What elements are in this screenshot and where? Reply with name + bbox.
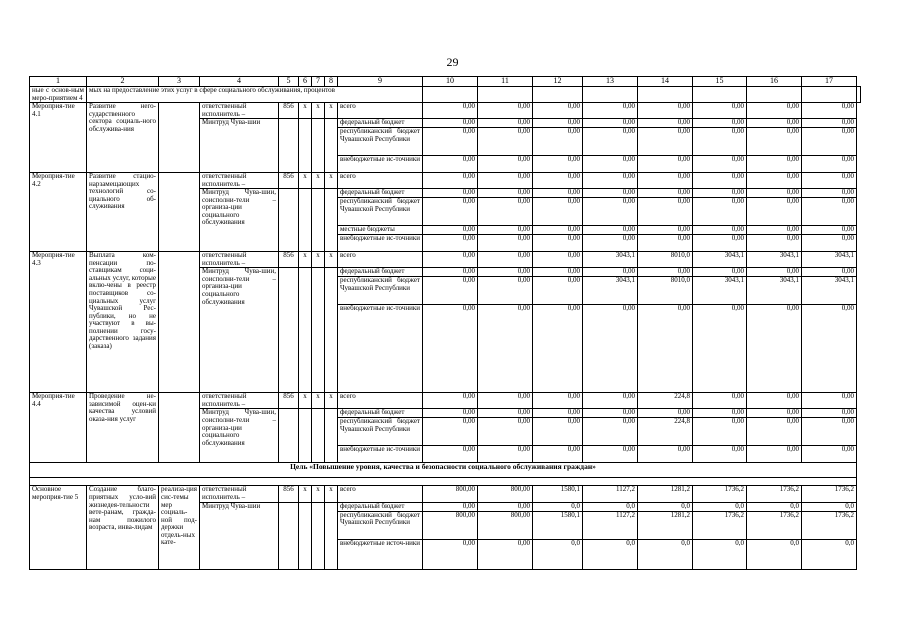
executor-ministry: Минтруд Чува-шии: [200, 502, 279, 569]
data-row: [30, 173, 861, 189]
amount-cell: 0,00: [533, 103, 583, 119]
amount-cell: 0,00: [478, 119, 533, 128]
amount-cell: 1281,2: [638, 511, 693, 539]
amount-cell: 3043,1: [802, 277, 857, 305]
amount-cell: 0,00: [693, 119, 747, 128]
om5-name: Создание благо-приятных усло-вий жизнедея-тельности вете-ранам, гражда-нам пожилого возраста, инва-лидам: [87, 486, 159, 569]
amount-cell: 0,00: [478, 502, 533, 511]
page-number: 29: [446, 55, 459, 69]
amount-cell: 0,00: [423, 128, 478, 156]
amount-cell: 8010,0: [638, 277, 693, 305]
funding-source: всего: [338, 486, 423, 502]
goal-title: Цель «Повышение уровня, качества и безопасности социального обслуживания граждан»: [30, 463, 857, 478]
amount-cell: 0,00: [478, 173, 533, 189]
amount-cell: 0,00: [747, 393, 802, 409]
amount-cell: 0,00: [423, 252, 478, 268]
amount-cell: 0,00: [693, 156, 747, 173]
m42-col3: [159, 173, 200, 252]
amount-cell: 0,00: [478, 226, 533, 235]
amount-cell: 0,00: [423, 409, 478, 418]
data-row: [30, 103, 861, 119]
amount-cell: 0,00: [583, 156, 638, 173]
data-row: [30, 252, 861, 268]
funding-source: внебюджетные ис-точники: [338, 305, 423, 393]
amount-cell: 0,00: [693, 128, 747, 156]
header-col-8: 8: [325, 77, 338, 87]
amount-cell: 0,00: [583, 446, 638, 463]
header-col-4: 4: [200, 77, 279, 87]
amount-cell: 0,00: [533, 226, 583, 235]
x-mark: x: [325, 486, 338, 502]
amount-cell: 224,8: [638, 418, 693, 446]
amount-cell: 0,00: [533, 173, 583, 189]
x-mark: x: [299, 486, 312, 502]
funding-source: федеральный бюджет: [338, 119, 423, 128]
funding-source: федеральный бюджет: [338, 189, 423, 198]
amount-cell: 0,00: [802, 409, 857, 418]
amount-cell: 0,00: [747, 268, 802, 277]
amount-cell: 0,00: [478, 539, 533, 569]
amount-cell: 0,00: [638, 235, 693, 252]
amount-cell: 0,00: [693, 409, 747, 418]
x-mark: x: [312, 252, 325, 268]
amount-cell: 0,00: [747, 446, 802, 463]
funding-source: внебюджетные источ-ники: [338, 539, 423, 569]
x-mark: x: [325, 103, 338, 119]
amount-cell: 0,00: [423, 418, 478, 446]
amount-cell: 0,00: [583, 226, 638, 235]
amount-cell: 0,00: [747, 235, 802, 252]
x-mark: x: [312, 393, 325, 409]
data-row: [30, 486, 861, 502]
amount-cell: 0,0: [693, 502, 747, 511]
amount-cell: 0,0: [638, 502, 693, 511]
spacer-row: [30, 478, 861, 486]
amount-cell: 0,00: [802, 226, 857, 235]
amount-cell: 0,00: [638, 305, 693, 393]
amount-cell: 0,00: [423, 502, 478, 511]
m41-id: Мероприя-тие 4.1: [30, 103, 87, 173]
x-mark: x: [312, 486, 325, 502]
amount-cell: 0,00: [423, 268, 478, 277]
funding-source: внебюджетные ис-точники: [338, 446, 423, 463]
executor-ministry: Минтруд Чува-шии, соисполни-тели – организа-ции социального обслуживания: [200, 409, 279, 463]
om5-id: Основное мероприя-тие 5: [30, 486, 87, 569]
funding-source: федеральный бюджет: [338, 502, 423, 511]
amount-cell: 0,00: [638, 156, 693, 173]
header-col-16: 16: [747, 77, 802, 87]
amount-cell: 0,00: [638, 128, 693, 156]
funding-source: республиканский бюджет Чувашской Республики: [338, 511, 423, 539]
m44-col3: [159, 393, 200, 463]
x-mark: x: [299, 252, 312, 268]
amount-cell: 0,00: [583, 119, 638, 128]
amount-cell: 0,00: [583, 198, 638, 226]
om5-col3: реализа-ция сис-темы мер социаль-ной под-держки отдель-ных кате-: [159, 486, 200, 569]
amount-cell: 0,00: [802, 418, 857, 446]
header-row: [30, 77, 861, 87]
amount-cell: 0,0: [638, 539, 693, 569]
amount-cell: 0,0: [583, 502, 638, 511]
amount-cell: 0,00: [583, 418, 638, 446]
header-col-15: 15: [693, 77, 747, 87]
amount-cell: 0,00: [747, 305, 802, 393]
amount-cell: 0,00: [533, 189, 583, 198]
header-col-2: 2: [87, 77, 159, 87]
funding-source: республиканский бюджет Чувашской Республики: [338, 418, 423, 446]
x-mark: x: [325, 252, 338, 268]
funding-source: всего: [338, 252, 423, 268]
amount-cell: 0,00: [693, 393, 747, 409]
amount-cell: 1127,2: [583, 486, 638, 502]
executor-role: ответственный исполнитель –: [200, 486, 279, 502]
amount-cell: 1736,2: [747, 511, 802, 539]
amount-cell: 0,00: [533, 409, 583, 418]
m42-name: Развитие стацио-нарзамещающих технологий со-циального об-служивания: [87, 173, 159, 252]
m41-name: Развитие него-сударственного сектора социаль-ного обслужива-ния: [87, 103, 159, 173]
executor-role: ответственный исполнитель –: [200, 393, 279, 409]
amount-cell: 0,00: [802, 103, 857, 119]
amount-cell: 3043,1: [747, 277, 802, 305]
amount-cell: 0,00: [533, 252, 583, 268]
grbs-code: 856: [279, 252, 299, 268]
amount-cell: 0,00: [478, 446, 533, 463]
executor-role: ответственный исполнитель –: [200, 103, 279, 119]
executor-ministry: Минтруд Чува-шии: [200, 119, 279, 173]
amount-cell: 0,00: [747, 189, 802, 198]
amount-cell: 0,00: [533, 277, 583, 305]
header-col-13: 13: [583, 77, 638, 87]
m44-name: Проведение не-зависимой оцен-ки качества условий оказа-ния услуг: [87, 393, 159, 463]
header-col-11: 11: [478, 77, 533, 87]
m43-col3: [159, 252, 200, 393]
m42-id: Мероприя-тие 4.2: [30, 173, 87, 252]
amount-cell: 0,00: [423, 235, 478, 252]
amount-cell: 0,00: [533, 128, 583, 156]
amount-cell: 0,0: [533, 502, 583, 511]
executor-role: ответственный исполнитель –: [200, 252, 279, 268]
amount-cell: 0,00: [638, 189, 693, 198]
funding-source: внебюджетные ис-точники: [338, 156, 423, 173]
x-mark: x: [325, 393, 338, 409]
amount-cell: 0,00: [583, 393, 638, 409]
amount-cell: 0,00: [583, 103, 638, 119]
amount-cell: 0,00: [423, 226, 478, 235]
amount-cell: 0,00: [423, 305, 478, 393]
grbs-code: 856: [279, 173, 299, 189]
grbs-code: 856: [279, 393, 299, 409]
amount-cell: 0,00: [638, 268, 693, 277]
amount-cell: 0,00: [693, 189, 747, 198]
amount-cell: 224,8: [638, 393, 693, 409]
amount-cell: 0,00: [802, 189, 857, 198]
header-col-1: 1: [30, 77, 87, 87]
amount-cell: 0,00: [423, 189, 478, 198]
amount-cell: 0,00: [478, 252, 533, 268]
amount-cell: 0,00: [747, 226, 802, 235]
amount-cell: 0,00: [693, 305, 747, 393]
amount-cell: 0,00: [638, 446, 693, 463]
amount-cell: 1127,2: [583, 511, 638, 539]
amount-cell: 1736,2: [802, 486, 857, 502]
amount-cell: 0,0: [747, 502, 802, 511]
amount-cell: 0,00: [802, 128, 857, 156]
amount-cell: 0,00: [478, 189, 533, 198]
amount-cell: 1736,2: [693, 511, 747, 539]
funding-source: республиканский бюджет Чувашской Республики: [338, 277, 423, 305]
funding-source: всего: [338, 393, 423, 409]
amount-cell: 0,00: [638, 119, 693, 128]
amount-cell: 0,00: [533, 156, 583, 173]
amount-cell: 0,00: [638, 198, 693, 226]
amount-cell: 800,00: [478, 486, 533, 502]
continuation-col2: мых на предоставление этих услуг в сфере социального обслуживания, процентов: [87, 87, 423, 103]
amount-cell: 0,00: [802, 268, 857, 277]
amount-cell: 1736,2: [802, 511, 857, 539]
amount-cell: 0,00: [747, 156, 802, 173]
x-mark: x: [299, 393, 312, 409]
amount-cell: 0,00: [478, 198, 533, 226]
amount-cell: 0,00: [693, 226, 747, 235]
amount-cell: 0,00: [638, 409, 693, 418]
amount-cell: 0,00: [423, 198, 478, 226]
m43-id: Мероприя-тие 4.3: [30, 252, 87, 393]
budget-table: [29, 76, 861, 570]
amount-cell: 0,00: [533, 198, 583, 226]
amount-cell: 8010,0: [638, 252, 693, 268]
amount-cell: 0,00: [583, 268, 638, 277]
amount-cell: 0,00: [802, 119, 857, 128]
amount-cell: 3043,1: [583, 277, 638, 305]
amount-cell: 0,00: [693, 268, 747, 277]
grbs-code: 856: [279, 486, 299, 502]
amount-cell: 0,00: [747, 198, 802, 226]
amount-cell: 0,00: [533, 305, 583, 393]
amount-cell: 0,00: [423, 173, 478, 189]
amount-cell: 0,00: [478, 409, 533, 418]
amount-cell: 0,00: [693, 418, 747, 446]
amount-cell: 1736,2: [693, 486, 747, 502]
funding-source: всего: [338, 173, 423, 189]
amount-cell: 0,00: [533, 268, 583, 277]
amount-cell: 1580,1: [533, 511, 583, 539]
amount-cell: 0,00: [802, 156, 857, 173]
m43-name: Выплата ком-пенсации по-ставщикам соци-альных услуг, которые вклю-чены в реестр поставщиков со-циальных услуг Чувашской Рес-публики, но не участвуют в вы-полнении госу-дарственного задания (заказа): [87, 252, 159, 393]
amount-cell: 0,00: [747, 409, 802, 418]
amount-cell: 0,00: [802, 235, 857, 252]
amount-cell: 0,00: [693, 235, 747, 252]
amount-cell: 0,0: [693, 539, 747, 569]
header-col-3: 3: [159, 77, 200, 87]
funding-source: федеральный бюджет: [338, 409, 423, 418]
amount-cell: 1580,1: [533, 486, 583, 502]
amount-cell: 3043,1: [747, 252, 802, 268]
amount-cell: 0,00: [802, 446, 857, 463]
amount-cell: 0,00: [478, 103, 533, 119]
m44-id: Мероприя-тие 4.4: [30, 393, 87, 463]
funding-source: всего: [338, 103, 423, 119]
amount-cell: 0,00: [423, 103, 478, 119]
amount-cell: 0,00: [478, 305, 533, 393]
amount-cell: 0,00: [533, 119, 583, 128]
amount-cell: 0,00: [747, 173, 802, 189]
amount-cell: 0,00: [533, 446, 583, 463]
amount-cell: 0,00: [747, 128, 802, 156]
amount-cell: 0,00: [583, 128, 638, 156]
amount-cell: 0,00: [478, 128, 533, 156]
header-col-5: 5: [279, 77, 299, 87]
goal-row: [30, 463, 861, 478]
data-row: [30, 393, 861, 409]
amount-cell: 0,00: [802, 393, 857, 409]
header-col-14: 14: [638, 77, 693, 87]
amount-cell: 0,00: [747, 418, 802, 446]
amount-cell: 0,00: [478, 268, 533, 277]
header-col-6: 6: [299, 77, 312, 87]
amount-cell: 0,00: [583, 409, 638, 418]
x-mark: x: [325, 173, 338, 189]
amount-cell: 0,00: [638, 173, 693, 189]
amount-cell: 0,00: [533, 235, 583, 252]
amount-cell: 0,00: [693, 173, 747, 189]
amount-cell: 0,00: [533, 418, 583, 446]
amount-cell: 0,00: [423, 446, 478, 463]
funding-source: внебюджетные ис-точники: [338, 235, 423, 252]
amount-cell: 0,00: [533, 393, 583, 409]
funding-source: местные бюджеты: [338, 226, 423, 235]
funding-source: федеральный бюджет: [338, 268, 423, 277]
amount-cell: 3043,1: [802, 252, 857, 268]
executor-ministry: Минтруд Чува-шии, соисполни-тели – организа-ции социального обслуживания: [200, 268, 279, 393]
amount-cell: 0,00: [583, 189, 638, 198]
amount-cell: 0,00: [638, 103, 693, 119]
funding-source: республиканский бюджет Чувашской Республики: [338, 128, 423, 156]
amount-cell: 0,00: [423, 277, 478, 305]
amount-cell: 3043,1: [693, 252, 747, 268]
amount-cell: 0,00: [423, 393, 478, 409]
amount-cell: 1281,2: [638, 486, 693, 502]
amount-cell: 0,00: [693, 103, 747, 119]
continuation-col1: ные с основ-ным меро-приятием 4: [30, 87, 87, 103]
amount-cell: 0,0: [802, 539, 857, 569]
amount-cell: 0,00: [478, 235, 533, 252]
amount-cell: 3043,1: [693, 277, 747, 305]
amount-cell: 0,00: [802, 198, 857, 226]
header-col-7: 7: [312, 77, 325, 87]
amount-cell: 0,00: [802, 173, 857, 189]
amount-cell: 0,0: [533, 539, 583, 569]
amount-cell: 0,00: [478, 277, 533, 305]
header-col-9: 9: [338, 77, 423, 87]
amount-cell: 0,00: [478, 418, 533, 446]
amount-cell: 0,00: [747, 119, 802, 128]
x-mark: x: [299, 173, 312, 189]
amount-cell: 0,0: [747, 539, 802, 569]
header-col-17: 17: [802, 77, 857, 87]
x-mark: x: [299, 103, 312, 119]
amount-cell: 0,00: [638, 226, 693, 235]
amount-cell: 1736,2: [747, 486, 802, 502]
amount-cell: 0,00: [693, 198, 747, 226]
x-mark: x: [312, 173, 325, 189]
amount-cell: 3043,1: [583, 252, 638, 268]
amount-cell: 0,00: [583, 235, 638, 252]
x-mark: x: [312, 103, 325, 119]
amount-cell: 0,00: [423, 539, 478, 569]
amount-cell: 0,00: [423, 156, 478, 173]
amount-cell: 0,00: [747, 103, 802, 119]
amount-cell: 800,00: [423, 511, 478, 539]
amount-cell: 0,00: [423, 119, 478, 128]
header-col-12: 12: [533, 77, 583, 87]
amount-cell: 0,00: [478, 156, 533, 173]
amount-cell: 0,00: [478, 393, 533, 409]
header-col-10: 10: [423, 77, 478, 87]
grbs-code: 856: [279, 103, 299, 119]
amount-cell: 0,00: [583, 305, 638, 393]
continuation-row: [30, 87, 861, 103]
amount-cell: 0,0: [802, 502, 857, 511]
amount-cell: 800,00: [478, 511, 533, 539]
executor-role: ответственный исполнитель –: [200, 173, 279, 189]
executor-ministry: Минтруд Чува-шии, соисполни-тели – организа-ции социального обслуживания: [200, 189, 279, 252]
amount-cell: 0,00: [693, 446, 747, 463]
funding-source: республиканский бюджет Чувашской Республики: [338, 198, 423, 226]
amount-cell: 0,0: [583, 539, 638, 569]
amount-cell: 0,00: [802, 305, 857, 393]
m41-col3: [159, 103, 200, 173]
amount-cell: 800,00: [423, 486, 478, 502]
amount-cell: 0,00: [583, 173, 638, 189]
